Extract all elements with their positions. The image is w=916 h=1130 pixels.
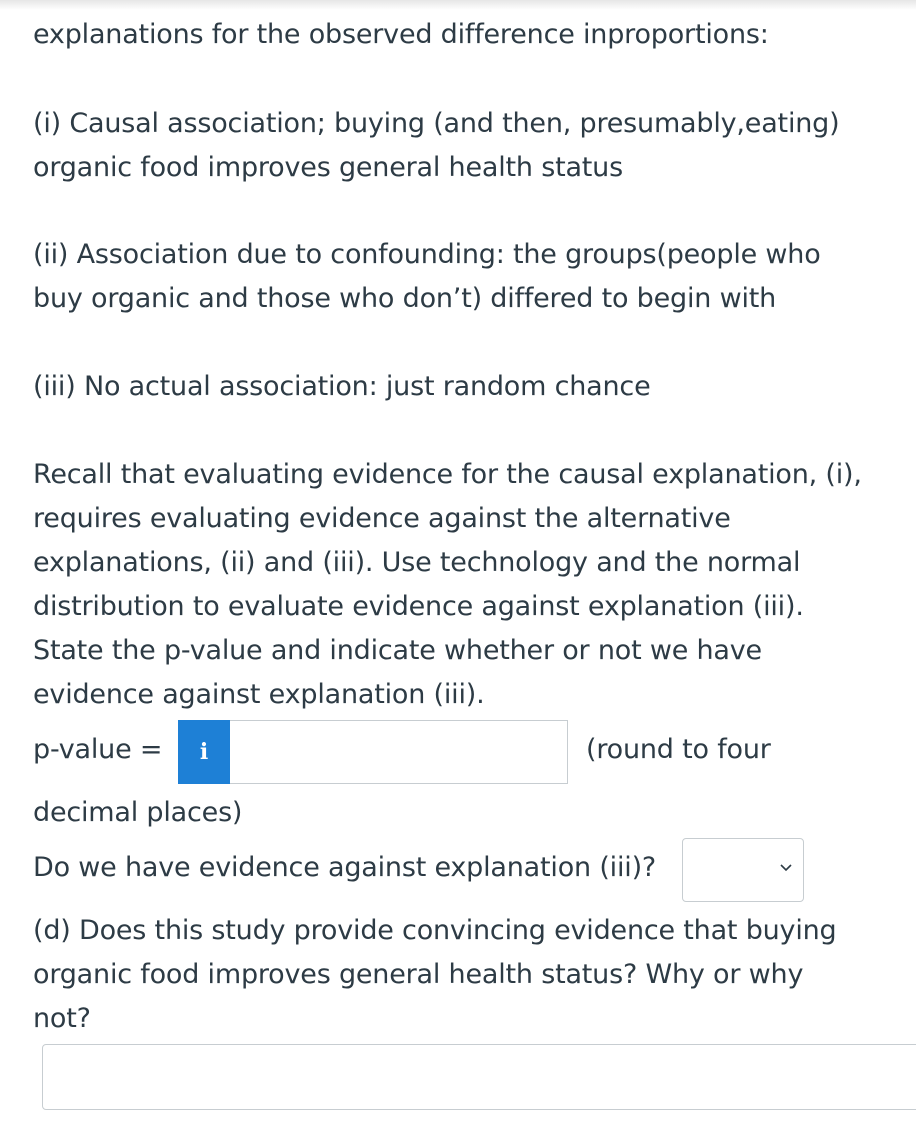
part-d-line: organic food improves general health status? Why or why xyxy=(33,959,804,990)
info-icon[interactable]: i xyxy=(178,720,230,784)
intro-text xyxy=(33,13,769,57)
recall-line: distribution to evaluate evidence against explanation (iii). xyxy=(33,591,804,622)
part-d-question xyxy=(33,909,837,1041)
explanation-iii xyxy=(33,365,650,409)
pvalue-label: p-value = xyxy=(33,734,163,765)
explanation-iii-line: (iii) No actual association: just random chance xyxy=(33,371,651,402)
explanation-ii xyxy=(33,233,821,321)
round-note: (round to four xyxy=(586,734,771,765)
part-d-line: (d) Does this study provide convincing evidence that buying xyxy=(33,915,837,946)
pvalue-input[interactable] xyxy=(230,720,568,784)
answer-textbox[interactable] xyxy=(42,1044,916,1110)
evidence-question: Do we have evidence against explanation (iii)? xyxy=(33,852,657,883)
explanation-i-line-1: (i) Causal association; buying (and then, presumably,eating) xyxy=(33,108,840,139)
recall-line: explanations, (ii) and (iii). Use technology and the normal xyxy=(33,547,801,578)
intro-line: explanations for the observed difference inproportions: xyxy=(33,19,769,50)
explanation-i-line-2: organic food improves general health status xyxy=(33,152,623,183)
explanation-ii-line-2: buy organic and those who don’t) differed to begin with xyxy=(33,283,777,314)
chevron-down-icon xyxy=(779,861,793,875)
explanation-ii-line-1: (ii) Association due to confounding: the groups(people who xyxy=(33,239,821,270)
round-note-continued: decimal places) xyxy=(33,797,243,828)
recall-line: evidence against explanation (iii). xyxy=(33,679,485,710)
explanation-i xyxy=(33,102,839,190)
part-d-line: not? xyxy=(33,1003,91,1034)
recall-line: State the p-value and indicate whether or not we have xyxy=(33,635,762,666)
recall-line: Recall that evaluating evidence for the causal explanation, (i), xyxy=(33,459,862,490)
recall-paragraph xyxy=(33,453,862,717)
evidence-select[interactable] xyxy=(682,838,804,902)
recall-line: requires evaluating evidence against the alternative xyxy=(33,503,731,534)
top-shadow xyxy=(0,0,916,10)
